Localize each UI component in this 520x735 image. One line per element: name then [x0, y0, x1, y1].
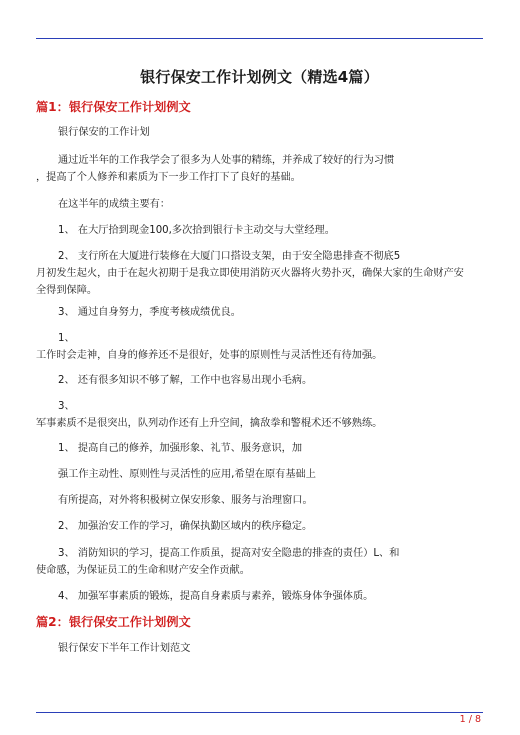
paragraph	[36, 222, 486, 239]
paragraph-line: 4、 加强军事素质的锻炼，提高自身素质与素养，锻炼身体争强体质。	[58, 591, 374, 602]
paragraph	[36, 440, 486, 457]
header-rule	[36, 38, 483, 39]
paragraph-line: 有所提高，对外将积极树立保安形象、服务与治理窗口。	[58, 495, 313, 506]
paragraph	[36, 152, 486, 186]
paragraph	[36, 640, 486, 657]
paragraph	[36, 466, 486, 483]
paragraph-line: 强工作主动性、原则性与灵活性的应用,希望在原有基础上	[58, 469, 316, 480]
paragraph-line: 3、	[58, 401, 75, 412]
paragraph-line: 使命感，为保证员工的生命和财产安全作贡献。	[36, 565, 250, 576]
paragraph	[36, 545, 486, 579]
paragraph	[36, 124, 486, 141]
page-number: 1 / 8	[459, 714, 481, 725]
section-heading-2: 篇2：银行保安工作计划例文	[36, 615, 191, 629]
paragraph-line: 银行保安下半年工作计划范文	[58, 643, 191, 654]
paragraph-line: 在这半年的成绩主要有：	[58, 199, 171, 210]
paragraph	[36, 304, 486, 321]
paragraph-line: 1、 在大厅拾到现金100,多次拾到银行卡主动交与大堂经理。	[58, 225, 335, 236]
paragraph-line: 月初发生起火，由于在起火初期于是我立即使用消防灭火器将火势扑灭，确保大家的生命财产安	[36, 268, 464, 279]
paragraph	[36, 492, 486, 509]
paragraph	[36, 330, 486, 364]
paragraph-line: 通过近半年的工作我学会了很多为人处事的精练，并养成了较好的行为习惯	[58, 155, 395, 166]
paragraph-line: 2、 还有很多知识不够了解，工作中也容易出现小毛病。	[58, 375, 313, 386]
paragraph-line: ，提高了个人修养和素质为下一步工作打下了良好的基础。	[36, 172, 301, 183]
paragraph	[36, 518, 486, 535]
footer-rule	[36, 712, 483, 713]
paragraph	[36, 372, 486, 389]
paragraph	[36, 196, 486, 213]
paragraph-line: 2、 支行所在大厦进行装修在大厦门口搭设支架，由于安全隐患排查不彻底5	[58, 251, 401, 262]
paragraph-line: 1、 提高自己的修养，加强形象、礼节、服务意识，加	[58, 443, 303, 454]
paragraph	[36, 248, 486, 299]
paragraph-line: 军事素质不是很突出，队列动作还有上升空间，擒敌拳和警棍术还不够熟练。	[36, 418, 383, 429]
paragraph-line: 全得到保障。	[36, 285, 98, 296]
paragraph	[36, 588, 486, 605]
paragraph	[36, 398, 486, 432]
paragraph-line: 银行保安的工作计划	[58, 127, 150, 138]
section-heading-1: 篇1：银行保安工作计划例文	[36, 100, 191, 114]
paragraph-line: 3、 消防知识的学习，提高工作质虽，提高对安全隐患的排查的责任）L、和	[58, 548, 400, 559]
document-title: 银行保安工作计划例文（精选4篇）	[140, 68, 379, 86]
paragraph-line: 工作时会走神，自身的修养还不是很好，处事的原则性与灵活性还有待加强。	[36, 350, 383, 361]
paragraph-line: 1、	[58, 333, 75, 344]
paragraph-line: 2、 加强治安工作的学习，确保执勤区域内的秩序稳定。	[58, 521, 313, 532]
paragraph-line: 3、 通过自身努力，季度考核成绩优良。	[58, 307, 241, 318]
